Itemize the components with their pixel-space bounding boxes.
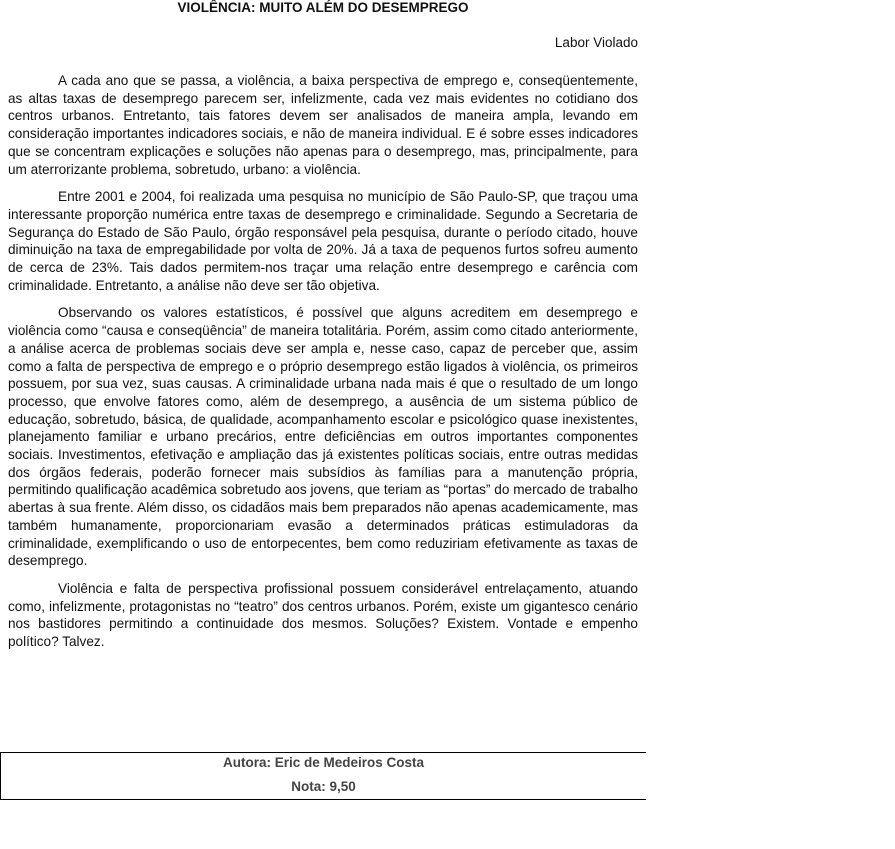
author-label: Autora: Eric de Medeiros Costa <box>222 755 425 770</box>
essay-subtitle: Labor Violado <box>554 35 638 50</box>
paragraph-3: Observando os valores estatísticos, é possível que alguns acreditem em desemprego e violência como “causa e conseqüência” de maneira totalitária. Porém, assim como citado anteriormente, a análise acerca de problemas sociais deve ser ampla e, nesse caso, capaz de perceber que, assim como a falta de perspectiva de emprego e o próprio desemprego estão ligados à violência, os primeiros possuem, por sua vez, suas causas. A criminalidade urbana nada mais é que o resultado de um longo processo, que envolve fatores como, além de desemprego, a ausência de um sistema público de educação, sobretudo, básica, de qualidade, acompanhamento escolar e psicológico quase inexistentes, planejamento familiar e urbano precários, entre deficiências em outros importantes componentes sociais. Investimentos, efetivação e ampliação das já existentes políticas sociais, entre outras medidas dos órgãos federais, poderão fornecer mais subsídios às famílias para a manutenção própria, permitindo qualificação acadêmica sobretudo aos jovens, que teriam as “portas” do mercado de trabalho abertas à sua frente. Além disso, os cidadãos mais bem preparados não apenas academicamente, mas também humanamente, proporcionariam evasão a determinados práticas estimuladoras da criminalidade, exemplificando o uso de entorpecentes, bem como reduziriam efetivamente as taxas de desemprego. <box>8 305 638 569</box>
paragraph-4: Violência e falta de perspectiva profissional possuem considerável entrelaçamento, atuando como, infelizmente, protagonistas no “teatro” dos centros urbanos. Porém, existe um gigantesco cenário nos bastidores permitindo a continuidade dos mesmos. Soluções? Existem. Vontade e empenho político? Talvez. <box>8 580 638 650</box>
author-box <box>0 752 646 800</box>
paragraph-2: Entre 2001 e 2004, foi realizada uma pesquisa no município de São Paulo-SP, que traçou uma interessante proporção numérica entre taxas de desemprego e criminalidade. Segundo a Secretaria de Segurança do Estado de São Paulo, órgão responsável pela pesquisa, durante o período citado, houve diminuição na taxa de empregabilidade por volta de 20%. Já a taxa de pequenos furtos sofreu aumento de cerca de 23%. Tais dados permitem-nos traçar uma relação entre desemprego e carência com criminalidade. Entretanto, a análise não deve ser tão objetiva. <box>8 189 638 293</box>
paragraph-1: A cada ano que se passa, a violência, a baixa perspectiva de emprego e, conseqüentemente, as altas taxas de desemprego parecem ser, infelizmente, cada vez mais evidentes no cotidiano dos centros urbanos. Entretanto, tais fatores devem ser analisados de maneira ampla, levando em consideração importantes indicadores sociais, e não de maneira individual. E é sobre esses indicadores que se concentram explicações e soluções não apenas para o desemprego, mas, principalmente, para um aterrorizante problema, sobretudo, urbano: a violência. <box>8 73 638 177</box>
grade-label: Nota: 9,50 <box>291 779 356 794</box>
essay-body <box>8 72 638 661</box>
essay-title: VIOLÊNCIA: MUITO ALÉM DO DESEMPREGO <box>177 0 469 15</box>
